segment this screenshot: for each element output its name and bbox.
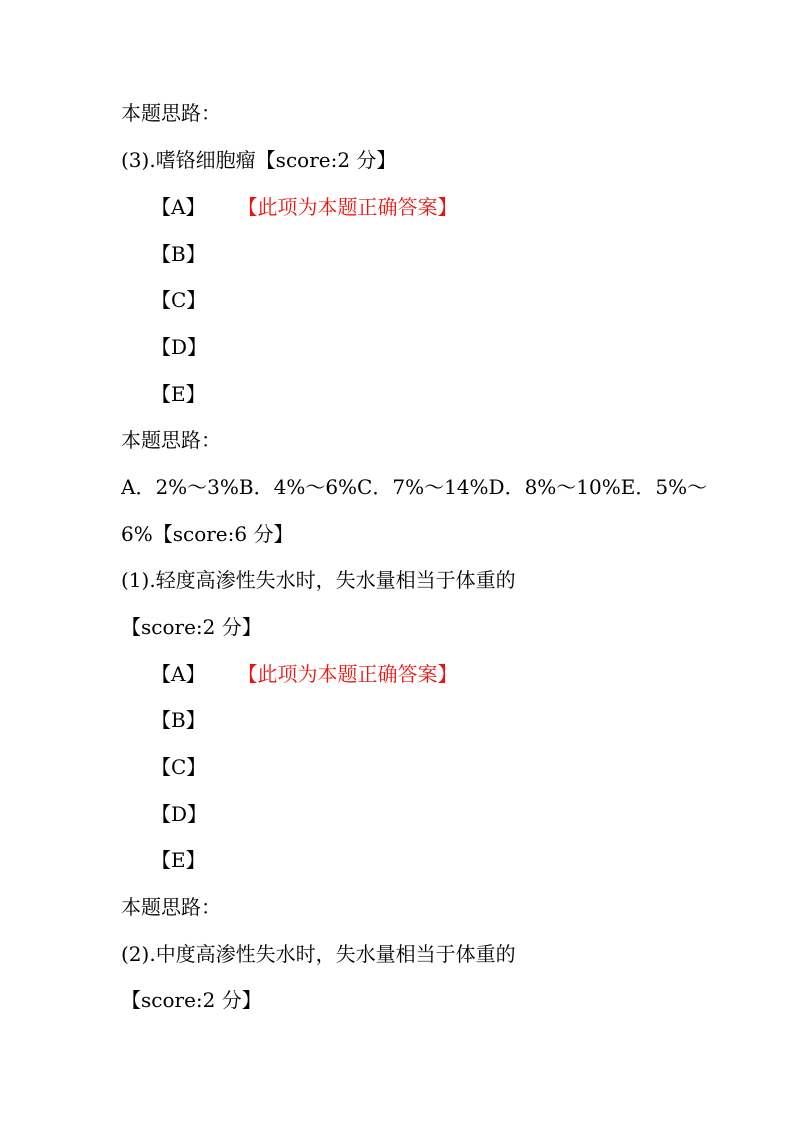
question-2-title: (2).中度高渗性失水时，失水量相当于体重的 <box>121 942 516 966</box>
q1-option-c: 【C】 <box>151 755 207 779</box>
analysis-label: 本题思路： <box>121 895 221 919</box>
question-1-score: 【score:2 分】 <box>121 615 262 639</box>
analysis-label: 本题思路： <box>121 428 221 452</box>
q3-option-b: 【B】 <box>151 242 206 266</box>
q3-option-d: 【D】 <box>151 335 208 359</box>
option-label: 【A】 <box>151 662 206 686</box>
q3-option-a <box>151 193 457 221</box>
question-2-score: 【score:2 分】 <box>121 988 262 1012</box>
q3-option-c: 【C】 <box>151 288 207 312</box>
q1-option-b: 【B】 <box>151 708 206 732</box>
q3-option-e: 【E】 <box>151 382 206 406</box>
correct-answer-marker: 【此项为本题正确答案】 <box>247 195 458 219</box>
question-1-title: (1).轻度高渗性失水时，失水量相当于体重的 <box>121 568 516 592</box>
shared-options-line-1: A．2%～3%B．4%～6%C．7%～14%D．8%～10%E．5%～ <box>121 475 708 499</box>
q1-option-a <box>151 660 457 688</box>
q1-option-e: 【E】 <box>151 848 206 872</box>
q1-option-d: 【D】 <box>151 802 208 826</box>
analysis-label: 本题思路： <box>121 101 221 125</box>
correct-answer-marker: 【此项为本题正确答案】 <box>247 662 458 686</box>
question-3-title: (3).嗜铬细胞瘤【score:2 分】 <box>121 148 397 172</box>
shared-options-line-2: 6%【score:6 分】 <box>121 522 294 546</box>
option-label: 【A】 <box>151 195 206 219</box>
